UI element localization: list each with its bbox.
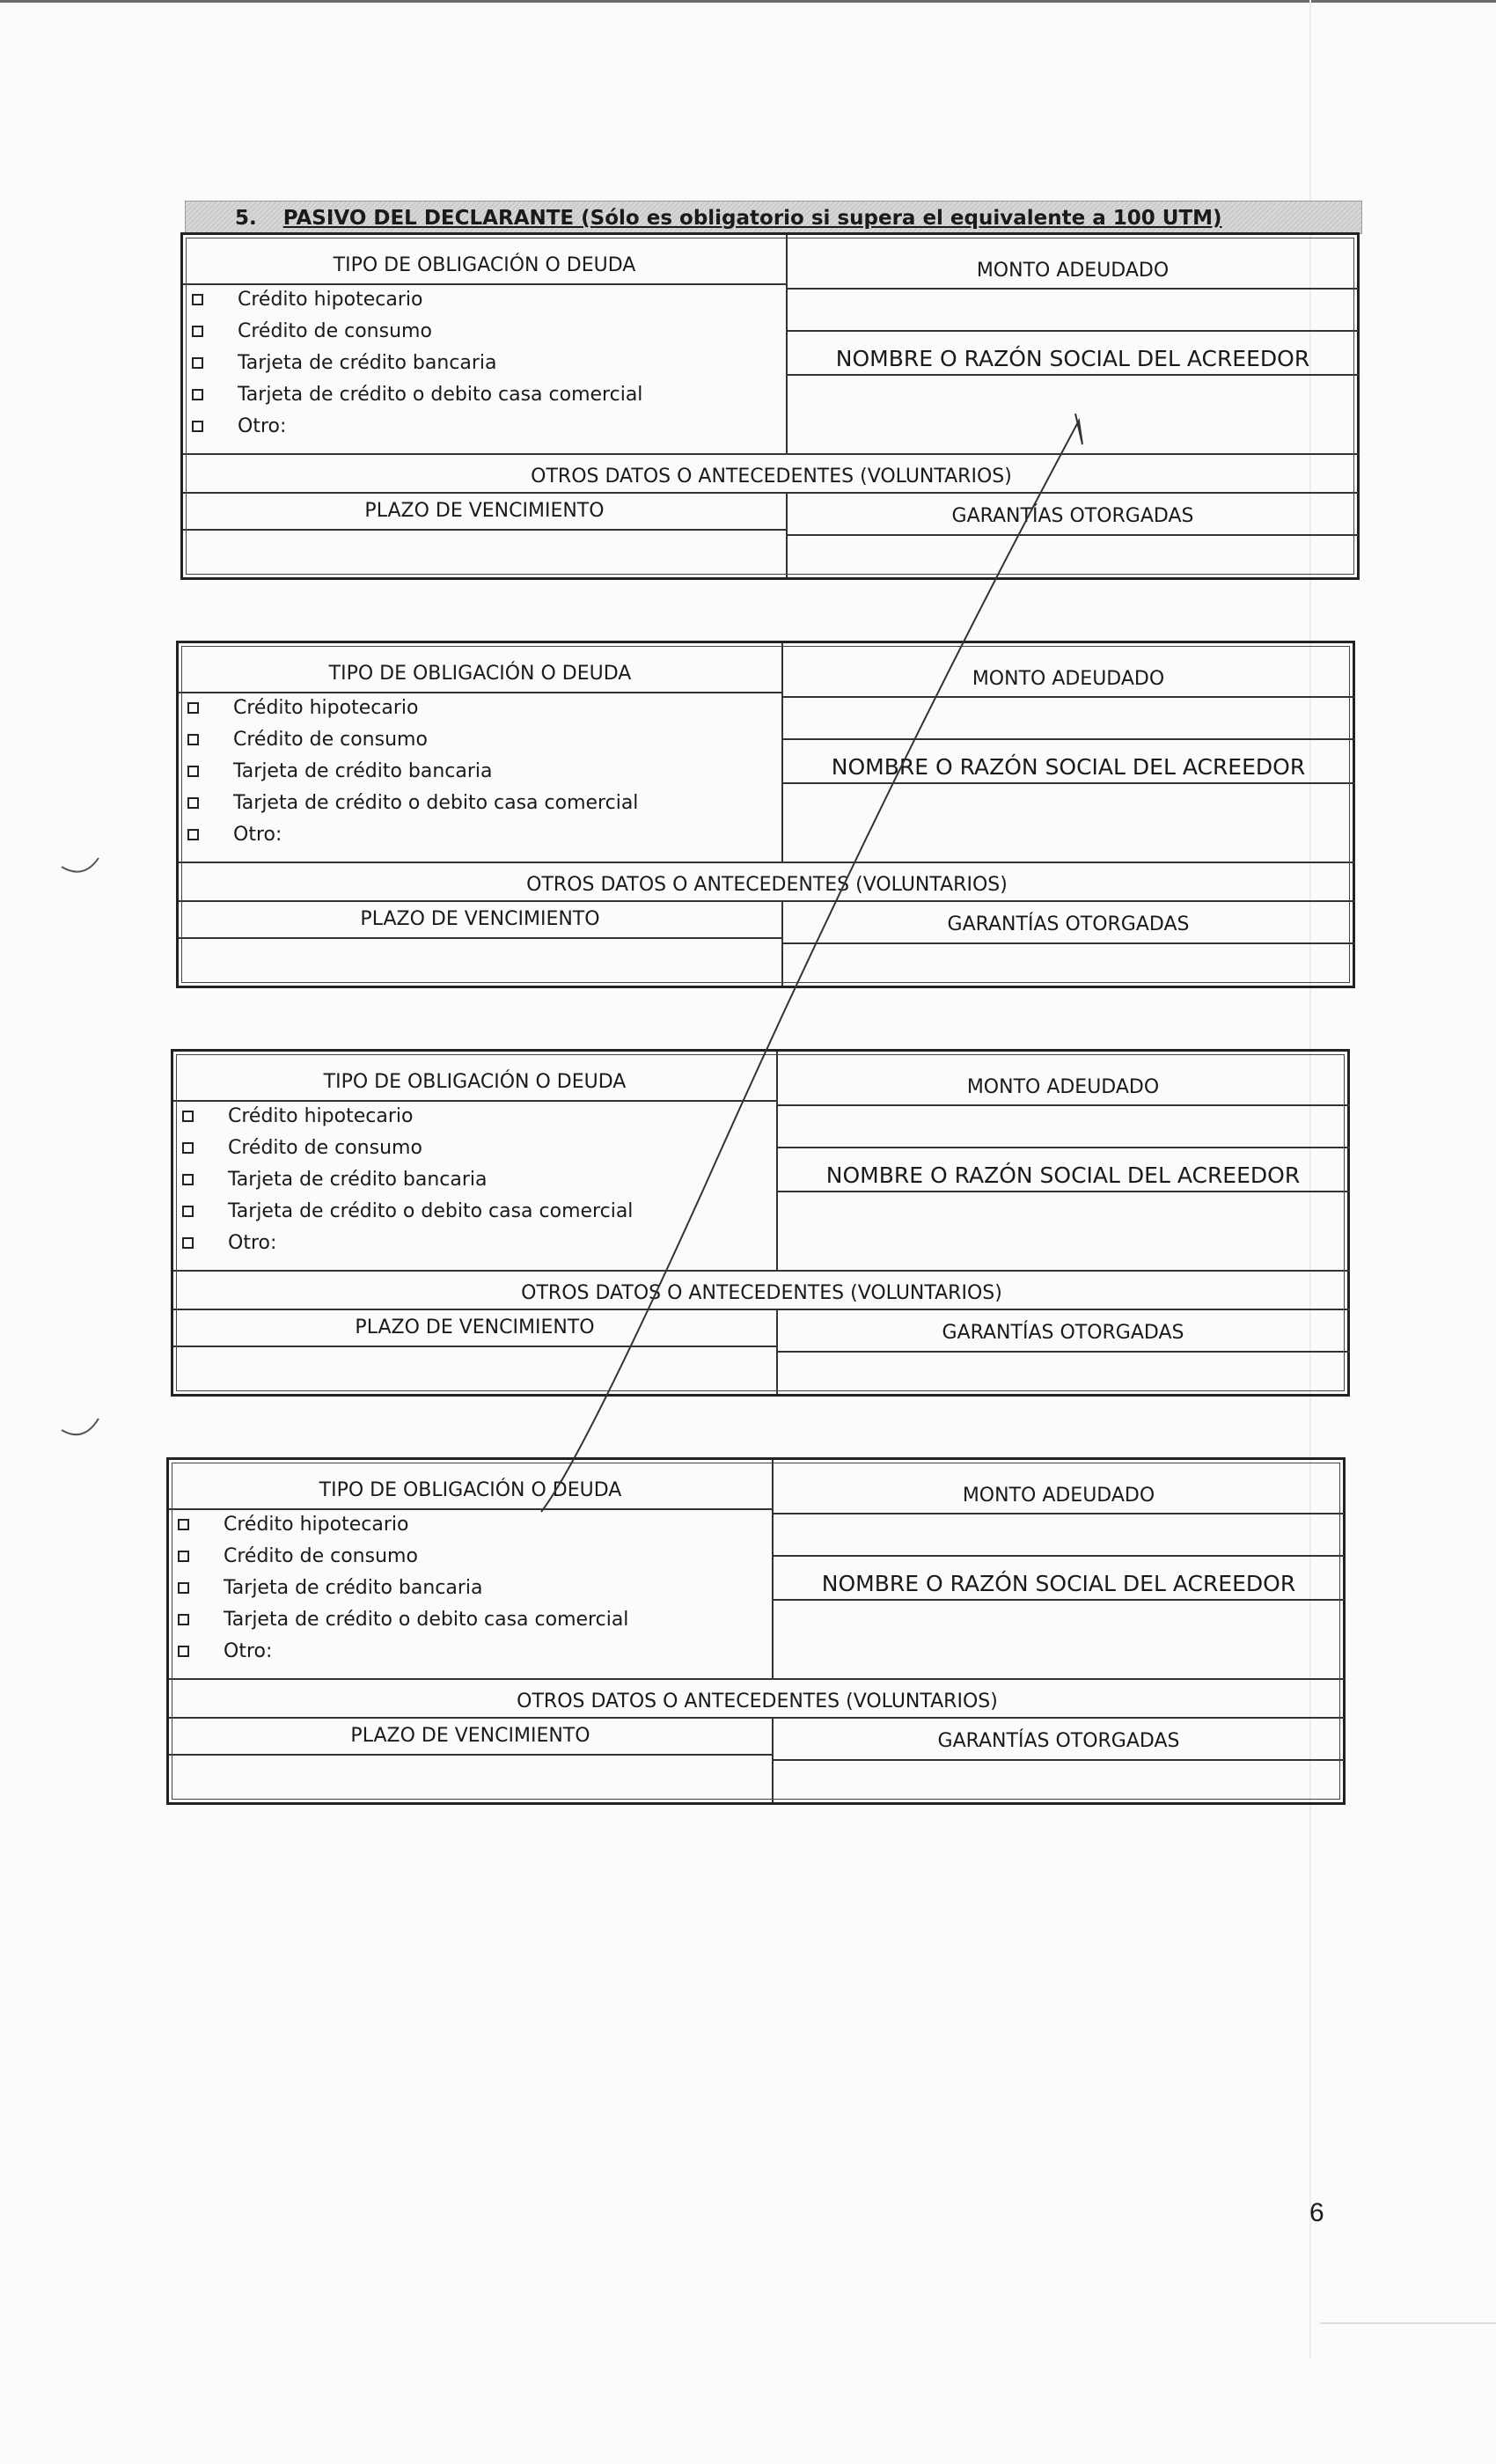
option-label: Crédito de consumo [233, 729, 428, 751]
divider [179, 937, 781, 939]
divider [776, 1351, 1350, 1353]
option-credito-consumo[interactable] [183, 318, 781, 349]
checkbox[interactable] [192, 326, 203, 337]
debt-block [180, 232, 1360, 580]
monto-header: MONTO ADEUDADO [962, 1485, 1155, 1507]
divider [781, 738, 1355, 740]
divider [169, 1754, 772, 1756]
column-divider [781, 643, 783, 862]
column-divider [786, 492, 788, 577]
plazo-header: PLAZO DE VENCIMIENTO [350, 1725, 590, 1747]
divider [183, 492, 1360, 494]
acreedor-header: NOMBRE O RAZÓN SOCIAL DEL ACREEDOR [831, 754, 1306, 780]
option-label: Otro: [224, 1640, 273, 1662]
divider [173, 1309, 1350, 1310]
plazo-header: PLAZO DE VENCIMIENTO [364, 500, 605, 522]
checkbox[interactable] [182, 1142, 194, 1154]
checkbox[interactable] [192, 294, 203, 305]
divider [179, 900, 1355, 902]
divider [781, 696, 1355, 698]
section-number: 5. [235, 207, 257, 230]
checkbox[interactable] [182, 1111, 194, 1122]
option-credito-hipotecario[interactable] [179, 694, 777, 726]
divider [179, 692, 781, 693]
divider [183, 529, 786, 531]
option-label: Crédito hipotecario [224, 1514, 409, 1536]
scan-top-edge [0, 0, 1496, 3]
divider [173, 1270, 1350, 1272]
checkbox[interactable] [192, 421, 203, 432]
option-tarjeta-casa-comercial[interactable] [169, 1606, 767, 1638]
otros-header: OTROS DATOS O ANTECEDENTES (VOLUNTARIOS) [526, 874, 1008, 896]
divider [183, 283, 786, 285]
checkbox[interactable] [182, 1237, 194, 1249]
divider [183, 453, 1360, 455]
option-credito-hipotecario[interactable] [169, 1511, 767, 1543]
divider [786, 330, 1360, 332]
option-label: Tarjeta de crédito o debito casa comercial [224, 1609, 629, 1631]
option-otro[interactable] [169, 1638, 767, 1669]
divider [169, 1508, 772, 1510]
checkbox[interactable] [178, 1582, 189, 1594]
divider [179, 862, 1355, 863]
column-divider [772, 1460, 774, 1678]
otros-header: OTROS DATOS O ANTECEDENTES (VOLUNTARIOS) [521, 1282, 1002, 1304]
option-credito-hipotecario[interactable] [173, 1103, 772, 1134]
divider [772, 1599, 1346, 1601]
option-otro[interactable] [173, 1229, 772, 1261]
column-divider [776, 1309, 778, 1394]
divider [781, 782, 1355, 784]
checkbox[interactable] [178, 1614, 189, 1625]
option-label: Tarjeta de crédito o debito casa comercial [233, 792, 639, 814]
checkbox[interactable] [192, 357, 203, 369]
option-credito-consumo[interactable] [179, 726, 777, 758]
divider [786, 374, 1360, 376]
option-label: Crédito de consumo [228, 1137, 422, 1159]
option-tarjeta-bancaria[interactable] [179, 758, 777, 789]
option-otro[interactable] [183, 413, 781, 444]
checkbox[interactable] [182, 1174, 194, 1185]
option-label: Crédito de consumo [224, 1545, 418, 1567]
checkbox[interactable] [178, 1551, 189, 1562]
otros-header: OTROS DATOS O ANTECEDENTES (VOLUNTARIOS) [517, 1690, 998, 1712]
debt-block [171, 1049, 1350, 1397]
divider [772, 1555, 1346, 1557]
option-tarjeta-bancaria[interactable] [169, 1574, 767, 1606]
column-divider [786, 235, 788, 453]
divider [169, 1678, 1346, 1680]
divider [786, 288, 1360, 290]
checkbox[interactable] [187, 797, 199, 809]
option-label: Tarjeta de crédito bancaria [224, 1577, 483, 1599]
monto-header: MONTO ADEUDADO [966, 1076, 1160, 1098]
option-label: Crédito hipotecario [233, 697, 419, 719]
checkbox[interactable] [192, 389, 203, 400]
column-divider [781, 900, 783, 986]
option-label: Otro: [238, 415, 287, 437]
divider [772, 1759, 1346, 1761]
divider [776, 1147, 1350, 1148]
acreedor-header: NOMBRE O RAZÓN SOCIAL DEL ACREEDOR [835, 346, 1310, 371]
option-credito-consumo[interactable] [173, 1134, 772, 1166]
checkbox[interactable] [187, 734, 199, 745]
otros-header: OTROS DATOS O ANTECEDENTES (VOLUNTARIOS) [531, 466, 1012, 488]
checkbox[interactable] [178, 1519, 189, 1530]
tipo-header: TIPO DE OBLIGACIÓN O DEUDA [333, 254, 636, 276]
tipo-header: TIPO DE OBLIGACIÓN O DEUDA [328, 663, 632, 685]
option-label: Tarjeta de crédito o debito casa comercial [238, 384, 643, 406]
column-divider [772, 1717, 774, 1802]
option-label: Otro: [233, 824, 282, 846]
checkbox[interactable] [187, 829, 199, 840]
option-tarjeta-casa-comercial[interactable] [179, 789, 777, 821]
section-title: PASIVO DEL DECLARANTE (Sólo es obligatorio si supera el equivalente a 100 UTM) [282, 207, 1222, 230]
option-credito-consumo[interactable] [169, 1543, 767, 1574]
page-number: 6 [1309, 2198, 1324, 2227]
option-tarjeta-casa-comercial[interactable] [173, 1198, 772, 1229]
acreedor-header: NOMBRE O RAZÓN SOCIAL DEL ACREEDOR [825, 1162, 1301, 1188]
divider [776, 1104, 1350, 1106]
option-credito-hipotecario[interactable] [183, 286, 781, 318]
garantias-header: GARANTÍAS OTORGADAS [942, 1322, 1184, 1344]
option-label: Tarjeta de crédito o debito casa comercial [228, 1200, 634, 1222]
checkbox[interactable] [178, 1646, 189, 1657]
option-label: Crédito hipotecario [228, 1105, 414, 1127]
monto-header: MONTO ADEUDADO [976, 260, 1170, 282]
option-tarjeta-bancaria[interactable] [183, 349, 781, 381]
monto-header: MONTO ADEUDADO [972, 668, 1165, 690]
punch-mark [62, 858, 99, 872]
divider [772, 1513, 1346, 1514]
divider [781, 942, 1355, 944]
divider [776, 1191, 1350, 1192]
option-label: Tarjeta de crédito bancaria [238, 352, 497, 374]
column-divider [776, 1052, 778, 1270]
plazo-header: PLAZO DE VENCIMIENTO [355, 1316, 595, 1338]
punch-mark [62, 1419, 99, 1434]
option-label: Otro: [228, 1232, 277, 1254]
option-label: Crédito de consumo [238, 320, 432, 342]
debt-block [166, 1457, 1346, 1805]
divider [169, 1717, 1346, 1719]
divider [786, 534, 1360, 536]
garantias-header: GARANTÍAS OTORGADAS [947, 913, 1190, 935]
option-tarjeta-bancaria[interactable] [173, 1166, 772, 1198]
option-label: Crédito hipotecario [238, 289, 423, 311]
option-otro[interactable] [179, 821, 777, 853]
checkbox[interactable] [182, 1206, 194, 1217]
tipo-header: TIPO DE OBLIGACIÓN O DEUDA [323, 1071, 627, 1093]
garantias-header: GARANTÍAS OTORGADAS [951, 505, 1194, 527]
plazo-header: PLAZO DE VENCIMIENTO [360, 908, 600, 930]
option-tarjeta-casa-comercial[interactable] [183, 381, 781, 413]
checkbox[interactable] [187, 702, 199, 714]
acreedor-header: NOMBRE O RAZÓN SOCIAL DEL ACREEDOR [821, 1571, 1296, 1596]
option-label: Tarjeta de crédito bancaria [233, 760, 493, 782]
checkbox[interactable] [187, 766, 199, 777]
divider [173, 1346, 776, 1347]
garantias-header: GARANTÍAS OTORGADAS [937, 1730, 1180, 1752]
section-header [185, 201, 1362, 234]
option-label: Tarjeta de crédito bancaria [228, 1169, 488, 1191]
debt-block [176, 641, 1355, 988]
tipo-header: TIPO DE OBLIGACIÓN O DEUDA [319, 1479, 622, 1501]
divider [173, 1100, 776, 1102]
